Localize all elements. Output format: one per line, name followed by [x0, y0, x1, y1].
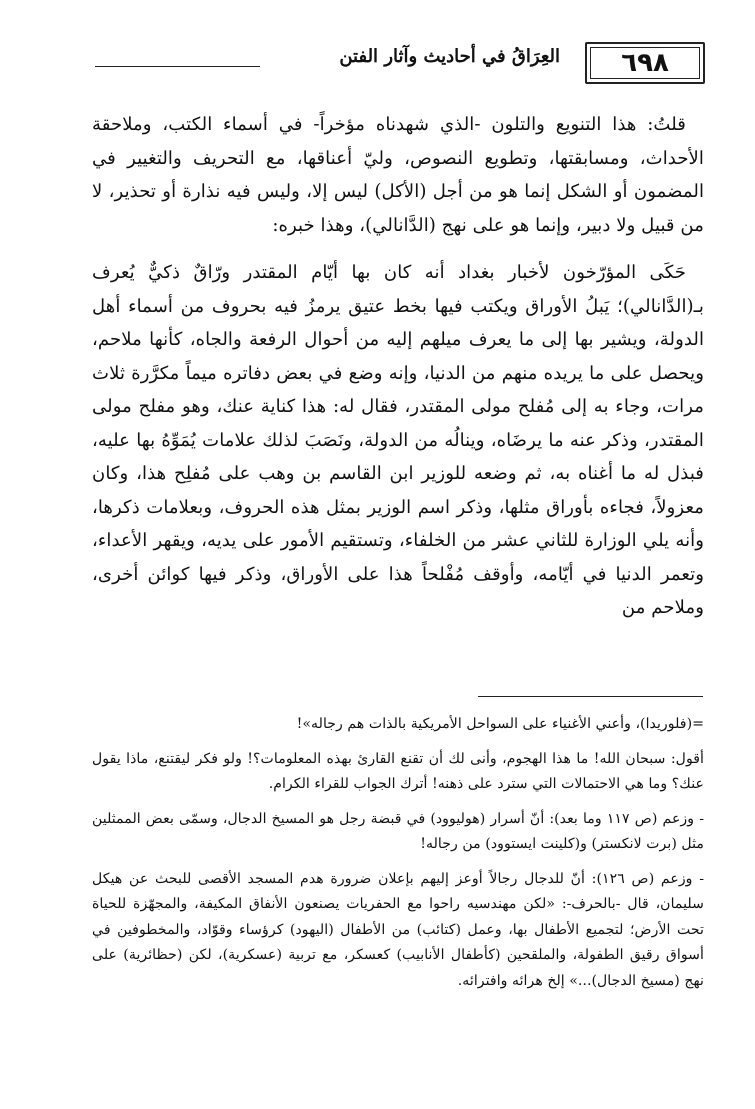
page-number: ٦٩٨ — [585, 42, 705, 84]
footnotes — [92, 712, 704, 994]
footnote: - وزعم (ص ١٢٦): أنّ للدجال رجالاً أوعز إليهم بإعلان ضرورة هدم المسجد الأقصى للبحث عن هيكل سليمان، قال -بالحرف-: «لكن مهندسيه راحوا مع الحفريات يصنعون الأنفاق المكيفة، والمجهّزة للحياة تحت الأرض؛ لتجميع الأطفال بها، وعمل (كتائب) من الأطفال (اليهود) كرؤساء وقوّاد، والمخطوفين في أسواق رقيق الطفولة، والملقحين (كأطفال الأنابيب) كعسكر، مع تربية (عسكرية)، لكن (حظائرية) على نهج (مسيخ الدجال)...» إلخ هرائه وافترائه. — [92, 870, 704, 989]
header-rule — [95, 66, 260, 67]
footnote-separator — [478, 696, 703, 697]
footnote: أقول: سبحان الله! ما هذا الهجوم، وأنى لك أن تقنع القارئ بهذه المعلومات؟! ولو فكر ليقتنع، ماذا يقول عنك؟ وما هي الاحتمالات التي سترد على ذهنه! أترك الجواب للقراء الكرام. — [92, 750, 704, 792]
footnote: =(فلوريدا)، وأعني الأغنياء على السواحل الأمريكية بالذات هم رجاله»! — [296, 716, 704, 732]
running-title: العِرَاقُ في أحاديث وآثار الفتن — [339, 46, 560, 67]
footnote: - وزعم (ص ١١٧ وما بعد): أنّ أسرار (هوليوود) في قبضة رجل هو المسيخ الدجال، وسمّى بعض الممثلين مثل (برت لانكستر) و(كلينت ايستوود) من رجاله! — [92, 810, 704, 852]
page-header — [95, 36, 705, 88]
paragraph: قلتُ: هذا التنويع والتلون -الذي شهدناه مؤخراً- في أسماء الكتب، وملاحقة الأحداث، ومسابقتها، وتطويع النصوص، وليّ أعناقها، مع التحريف والتغيير في المضمون أو الشكل إنما هو من أجل (الأكل) ليس إلا، وليس فيه نذارة أو تحذير، لا من قبيل ولا دبير، وإنما هو على نهج (الدَّانالي)، وهذا خبره: — [92, 114, 704, 236]
main-text — [92, 108, 704, 625]
paragraph: حَكَى المؤرّخون لأخبار بغداد أنه كان بها أيّام المقتدر ورّاقٌ ذكيٌّ يُعرف بـ(الدَّانالي)؛ يَبلُ الأوراق ويكتب فيها بخط عتيق يرمزُ فيه بحروف من أسماء أهل الدولة، ويشير بها إلى ما يعرف ميلهم إليه من أحوال الرفعة والجاه، كأنها ملاحم، ويحصل على ما يريده منهم من الدنيا، وإنه وضع في بعض دفاتره ميماً مكرَّرة ثلاث مرات، وجاء به إلى مُفلح مولى المقتدر، فقال له: هذا كناية عنك، وهو مفلح مولى المقتدر، وذكر عنه ما يرضَاه، وينالُه من الدولة، ونَصَبَ لذلك علامات يُمَوِّهُ بها عليه، فبذل له ما أغناه به، ثم وضعه للوزير ابن القاسم بن وهب على مُفلِح هذا، وكان معزولاً، فجاءه بأوراق مثلها، وذكر اسم الوزير بمثل هذه الحروف، وبعلامات ذكرها، وأنه يلي الوزارة للثاني عشر من الخلفاء، وتستقيم الأمور على يديه، ويقهر الأعداء، وتعمر الدنيا في أيّامه، وأوقف مُفْلحاً هذا على الأوراق، وذكر فيها كوائن أخرى، وملاحم من — [92, 262, 705, 618]
